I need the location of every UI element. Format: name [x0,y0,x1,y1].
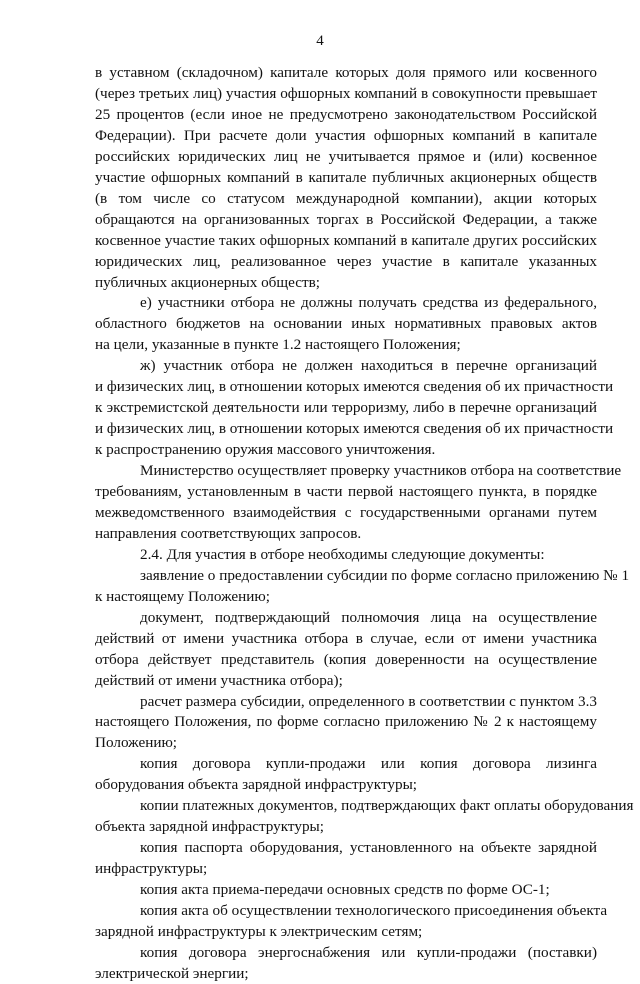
text-line: косвенное участие таких офшорных компаний в капитале других российских [95,232,597,249]
text-line: заявление о предоставлении субсидии по форме согласно приложению № 1 [140,567,630,584]
text-line: ж) участник отбора не должен находиться в перечне организаций [140,357,597,374]
text-line: копия акта об осуществлении технологического присоединения объекта [140,902,608,919]
text-line: 2.4. Для участия в отборе необходимы следующие документы: [140,546,545,563]
text-line: требованиям, установленным в части первой настоящего пункта, в порядке [95,483,597,500]
text-line: расчет размера субсидии, определенного в соответствии с пунктом 3.3 [140,693,597,710]
text-line: копия паспорта оборудования, установленного на объекте зарядной [140,839,597,856]
text-line: участие офшорных компаний в капитале публичных акционерных обществ [95,169,597,186]
text-line: (в том числе со статусом международной компании), акции которых [95,190,597,207]
text-line: е) участники отбора не должны получать средства из федерального, [140,294,597,311]
text-line: юридических лиц, реализованное через участие в капитале указанных [95,253,597,270]
text-line: направления соответствующих запросов. [95,525,362,542]
text-line: Федерации). При расчете доли участия офшорных компаний в капитале [95,127,597,144]
text-line: зарядной инфраструктуры к электрическим сетям; [95,923,423,940]
text-line: копия акта приема-передачи основных средств по форме ОС-1; [140,881,550,898]
text-line: копия договора купли-продажи или копия договора лизинга [140,755,597,772]
page-number: 4 [316,33,324,49]
text-line: электрической энергии; [95,965,249,982]
text-line: к настоящему Положению; [95,588,270,605]
text-line: в уставном (складочном) капитале которых доля прямого или косвенного [95,64,597,81]
text-line: копии платежных документов, подтверждающих факт оплаты оборудования [140,797,634,814]
text-line: оборудования объекта зарядной инфраструктуры; [95,776,417,793]
text-line: отбора действует представитель (копия доверенности на осуществление [95,651,597,668]
text-line: к распространению оружия массового уничтожения. [95,441,436,458]
text-line: обращаются на организованных торгах в Российской Федерации, а также [95,211,597,228]
text-line: российских юридических лиц не учитывается прямое и (или) косвенное [95,148,597,165]
text-line: Положению; [95,734,178,751]
text-line: настоящего Положения, по форме согласно приложению № 2 к настоящему [95,713,597,730]
text-line: и физических лиц, в отношении которых имеются сведения об их причастности [95,420,614,437]
text-line: копия договора энергоснабжения или купли-продажи (поставки) [140,944,597,961]
text-line: действий от имени участника отбора); [95,672,343,689]
text-line: межведомственного взаимодействия с государственными органами путем [95,504,597,521]
text-line: документ, подтверждающий полномочия лица на осуществление [140,609,597,626]
text-line: областного бюджетов на основании иных нормативных правовых актов [95,315,597,332]
text-line: 25 процентов (если иное не предусмотрено законодательством Российской [95,106,597,123]
text-line: Министерство осуществляет проверку участников отбора на соответствие [140,462,622,479]
text-line: инфраструктуры; [95,860,208,877]
text-line: на цели, указанные в пункте 1.2 настоящего Положения; [95,336,461,353]
text-line: и физических лиц, в отношении которых имеются сведения об их причастности [95,378,614,395]
text-line: публичных акционерных обществ; [95,274,320,291]
text-line: объекта зарядной инфраструктуры; [95,818,324,835]
text-line: действий от имени участника отбора в случае, если от имени участника [95,630,597,647]
text-line: к экстремистской деятельности или терроризму, либо в перечне организаций [95,399,597,416]
text-line: (через третьих лиц) участия офшорных компаний в совокупности превышает [95,85,597,102]
